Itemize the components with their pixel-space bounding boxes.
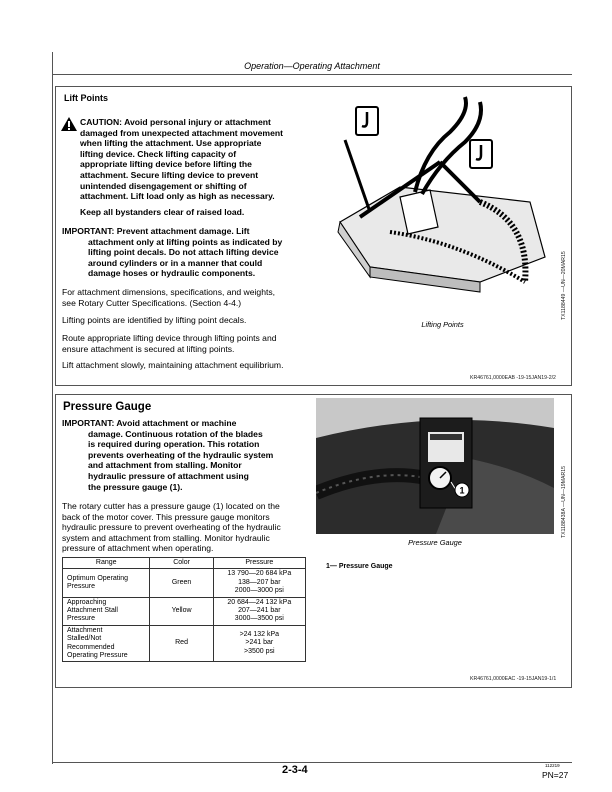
lift-important-notice	[62, 226, 317, 279]
caution-line: when lifting the attachment. Use appropriate	[80, 138, 262, 149]
pressure-gauge-paragraph	[62, 501, 281, 554]
paragraph-line: see Rotary Cutter Specifications. (Section 4-4.)	[62, 297, 242, 308]
paragraph-line: back of the motor cover. This pressure gauge monitors	[62, 511, 270, 522]
table-header-cell: Range	[63, 558, 150, 569]
paragraph-line: The rotary cutter has a pressure gauge (1) located on the	[62, 501, 280, 511]
table-row	[63, 569, 306, 597]
important-line: IMPORTANT: Avoid attachment or machine	[62, 418, 237, 428]
route-paragraph	[62, 333, 277, 354]
caution-line: appropriate lifting device before lifting the	[80, 159, 252, 170]
pressure-important-notice	[62, 418, 317, 492]
cell-line: Attachment Stall	[67, 607, 118, 615]
table-row	[63, 597, 306, 625]
pressure-gauge-title: Pressure Gauge	[63, 401, 152, 413]
paragraph-line: pressure of attachment when operating.	[62, 543, 214, 554]
caution-line: attachment. Secure lifting device to prevent	[80, 169, 259, 180]
paragraph-line: For attachment dimensions, specifications, and weights,	[62, 287, 276, 297]
gauge-callout-number: 1	[459, 485, 465, 496]
pressure-gauge-caption: Pressure Gauge	[408, 538, 462, 547]
table-header-cell: Color	[150, 558, 213, 569]
pressure-cell	[213, 569, 305, 597]
left-margin-rule	[52, 52, 53, 764]
footer-small-code: 112219	[545, 763, 560, 768]
cell-line: 20 684—24 132 kPa	[227, 598, 292, 606]
page-header: Operation—Operating Attachment	[244, 61, 380, 71]
cell-line: 2000—3000 psi	[234, 587, 284, 595]
cell-line: 3000—3500 psi	[234, 615, 284, 623]
paragraph-line: hydraulic pressure to prevent overheating of the hydraulic	[62, 522, 281, 533]
caution-line: damaged from unexpected attachment movement	[80, 127, 283, 138]
cell-line: 207—241 bar	[238, 607, 281, 615]
bystanders-warning: Keep all bystanders clear of raised load.	[80, 207, 245, 217]
lift-points-title: Lift Points	[64, 93, 108, 103]
lifting-points-illustration	[330, 92, 555, 314]
cell-line: Pressure	[67, 615, 96, 623]
decals-paragraph: Lifting points are identified by lifting point decals.	[62, 315, 247, 325]
lift-footer-reference: KR46761,0000EAB -19-15JAN19-2/2	[470, 375, 556, 381]
pressure-cell	[213, 625, 305, 662]
cell-line: Recommended	[67, 643, 115, 651]
important-line: and attachment from stalling. Monitor	[88, 460, 242, 471]
important-line: IMPORTANT: Prevent attachment damage. Lift	[62, 226, 250, 236]
important-line: the pressure gauge (1).	[88, 481, 183, 492]
important-line: is required during operation. This rotation	[88, 439, 260, 450]
lifting-points-caption: Lifting Points	[421, 320, 464, 329]
cell-line: >241 bar	[245, 639, 274, 647]
important-line: lifting point decals. Do not attach lifting device	[88, 247, 279, 258]
color-cell: Yellow	[150, 597, 213, 625]
table-row	[63, 625, 306, 662]
cell-line: Pressure	[67, 583, 96, 591]
cell-line: 138—207 bar	[238, 578, 281, 586]
cell-line: Approaching	[67, 598, 107, 606]
pressure-gauge-photo	[316, 398, 554, 534]
range-cell	[63, 569, 150, 597]
pn-number: PN=27	[542, 770, 569, 780]
important-line: damage hoses or hydraulic components.	[88, 268, 256, 279]
cell-line: Operating Pressure	[67, 652, 128, 660]
header-rule	[52, 74, 572, 75]
cell-line: 13 790—20 684 kPa	[227, 570, 292, 578]
warning-icon	[61, 117, 77, 131]
page-number: 2-3-4	[282, 764, 308, 776]
table-header-cell: Pressure	[213, 558, 305, 569]
pressure-image-reference: TX1188438A —UN—19MAR15	[561, 466, 567, 538]
cell-line: >24 132 kPa	[239, 631, 280, 639]
cell-line: Attachment	[67, 626, 103, 634]
footer-rule	[52, 762, 572, 763]
important-line: around cylinders or in a manner that could	[88, 257, 263, 268]
important-line: attachment only at lifting points as indicated by	[88, 236, 283, 247]
lift-image-reference: TX1188449 —UN—20MAR15	[561, 251, 567, 320]
important-line: damage. Continuous rotation of the blades	[88, 428, 263, 439]
important-line: prevents overheating of the hydraulic system	[88, 449, 274, 460]
pressure-footer-reference: KR46761,0000EAC -19-15JAN19-1/1	[470, 676, 557, 682]
paragraph-line: system and attachment from stalling. Monitor hydraulic	[62, 532, 270, 543]
pressure-range-table	[62, 557, 306, 662]
pressure-gauge-legend: 1— Pressure Gauge	[326, 563, 393, 570]
important-line: hydraulic pressure of attachment using	[88, 470, 249, 481]
equilibrium-paragraph: Lift attachment slowly, maintaining attachment equilibrium.	[62, 360, 284, 370]
color-cell: Red	[150, 625, 213, 662]
cell-line: >3500 psi	[244, 647, 275, 655]
specifications-paragraph	[62, 287, 275, 308]
caution-line: lifting device. Check lifting capacity of	[80, 148, 237, 159]
range-cell	[63, 625, 150, 662]
cell-line: Stalled/Not	[67, 635, 102, 643]
color-cell: Green	[150, 569, 213, 597]
cell-line: Optimum Operating	[67, 574, 129, 582]
caution-line: CAUTION: Avoid personal injury or attachment	[80, 117, 271, 127]
table-header-row	[63, 558, 306, 569]
paragraph-line: ensure attachment is secured at lifting points.	[62, 343, 235, 354]
pressure-cell	[213, 597, 305, 625]
caution-text	[80, 117, 315, 202]
caution-line: unintended disengagement or shifting of	[80, 180, 247, 191]
paragraph-line: Route appropriate lifting device through lifting points and	[62, 333, 277, 343]
range-cell	[63, 597, 150, 625]
caution-line: attachment. Lift load only as high as necessary.	[80, 191, 275, 202]
